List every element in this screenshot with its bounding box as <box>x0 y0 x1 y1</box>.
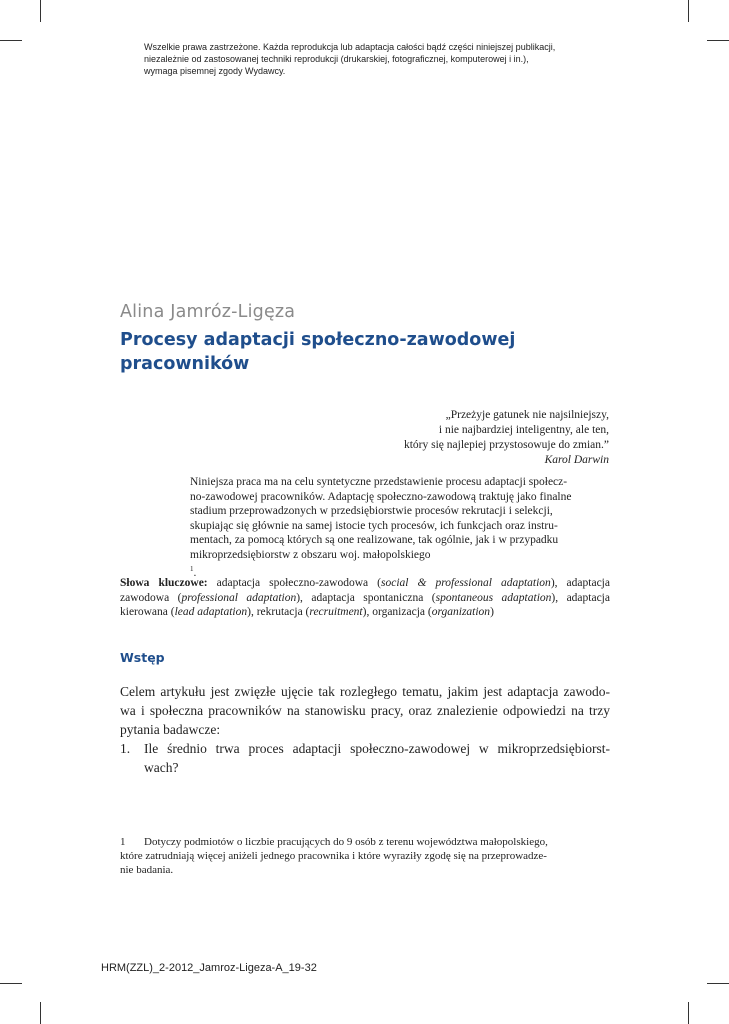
keyword-translation: organization <box>431 606 491 618</box>
abstract-line-text: mikroprzedsiębiorstw z obszaru woj. małopolskiego <box>190 548 431 561</box>
keyword-translation: professional adaptation <box>181 591 297 604</box>
crop-mark-bottom-right-h <box>707 983 729 984</box>
abstract-line: skupiając się głównie na samej istocie tych procesów, ich funkcjach oraz instru- <box>190 519 558 532</box>
crop-mark-top-left-h <box>0 40 22 41</box>
epigraph-line: „Przeżyje gatunek nie najsilniejszy, <box>445 409 609 421</box>
list-item <box>120 739 610 777</box>
keyword-translation: recruitment <box>309 606 363 618</box>
keywords-label: Słowa kluczowe: <box>120 577 208 589</box>
keyword-text: kierowana ( <box>120 606 175 618</box>
title-line: pracowników <box>120 354 250 374</box>
crop-mark-top-right-h <box>707 40 729 41</box>
keyword-text: ), adaptacja spontaniczna ( <box>296 591 436 604</box>
epigraph <box>404 408 609 468</box>
keyword-translation: lead adaptation <box>174 606 248 618</box>
section-heading: Wstęp <box>120 650 165 665</box>
list-line: wach? <box>144 760 179 775</box>
footnote-text: Dotyczy podmiotów o liczbie pracujących do 9 osób z terenu województwa małopolskiego, <box>144 836 548 848</box>
copyright-line: wymaga pisemnej zgody Wydawcy. <box>144 66 286 76</box>
footnote <box>120 835 610 877</box>
epigraph-line: i nie najbardziej inteligentny, ale ten, <box>438 424 609 436</box>
crop-mark-bottom-right <box>688 1002 689 1024</box>
list-text <box>120 739 610 777</box>
body-line: pytania badawcze: <box>120 722 221 737</box>
copyright-notice <box>144 41 604 77</box>
author-name: Alina Jamróz-Ligęza <box>120 302 296 322</box>
footnote-line: nie badania. <box>120 864 174 876</box>
abstract <box>190 475 610 580</box>
footnote-reference[interactable]: 1 <box>190 565 194 573</box>
list-line: Ile średnio trwa proces adaptacji społeczno-zawodowej w mikroprzedsiębiorst- <box>144 741 610 756</box>
footnote-line: które zatrudniają więcej aniżeli jednego pracownika i które wyraziły zgodę się na przeprowadze- <box>120 850 547 862</box>
keywords-line <box>120 576 610 591</box>
abstract-line: mentach, za pomocą których są one realizowane, tak ogólnie, jak i w przypadku <box>190 534 559 546</box>
keyword-text: ), adaptacja <box>550 577 610 589</box>
crop-mark-top-right <box>688 0 689 22</box>
copyright-line: Wszelkie prawa zastrzeżone. Każda reprodukcja lub adaptacja całości bądź części niniejszej publikacji, <box>144 42 556 52</box>
copyright-line: niezależnie od zastosowanej techniki reprodukcji (drukarskiej, fotograficznej, komputerowej i in.), <box>144 54 529 64</box>
epigraph-source: Karol Darwin <box>544 454 609 466</box>
keyword-translation: spontaneous adaptation <box>435 591 552 604</box>
crop-mark-top-left <box>40 0 41 22</box>
footnote-line <box>120 835 610 849</box>
keywords <box>120 576 610 620</box>
title-line: Procesy adaptacji społeczno-zawodowej <box>120 330 516 350</box>
abstract-line: no-zawodowej pracowników. Adaptację społeczno-zawodową traktuję jako finalne <box>190 490 572 503</box>
article-title <box>120 328 580 376</box>
body-line: Celem artykułu jest zwięzłe ujęcie tak rozległego tematu, jakim jest adaptacja zawodo- <box>120 684 610 699</box>
keyword-text: ), adaptacja <box>551 591 610 604</box>
abstract-line: stadium przeprowadzonych w przedsiębiorstwie procesów rekrutacji i selekcji, <box>190 505 553 517</box>
keyword-translation: social & professional adaptation <box>380 577 551 589</box>
abstract-line: Niniejsza praca ma na celu syntetyczne przedstawienie procesu adaptacji społecz- <box>190 476 568 488</box>
keywords-line <box>120 605 610 620</box>
keyword-text: adaptacja społeczno-zawodowa ( <box>207 577 381 589</box>
list-number: 1. <box>120 741 131 756</box>
page-footer: HRM(ZZL)_2-2012_Jamroz-Ligeza-A_19-32 <box>101 962 317 974</box>
keyword-text: ), organizacja ( <box>362 606 432 618</box>
body-text <box>120 682 610 777</box>
keyword-text: ), rekrutacja ( <box>247 606 310 618</box>
body-line: wa i społeczna pracowników na stanowisku pracy, oraz znalezienie odpowiedzi na trzy <box>120 703 610 718</box>
crop-mark-bottom-left-h <box>0 983 22 984</box>
keywords-line <box>120 591 610 606</box>
keyword-text: ) <box>490 606 494 618</box>
footnote-number: 1 <box>120 836 126 848</box>
crop-mark-bottom-left <box>40 1002 41 1024</box>
keyword-text: zawodowa ( <box>120 591 182 604</box>
abstract-line-last: mikroprzedsiębiorstw z obszaru woj. małopolskiego $^1$. <box>190 548 610 581</box>
epigraph-line: który się najlepiej przystosowuje do zmian.” <box>403 439 609 451</box>
